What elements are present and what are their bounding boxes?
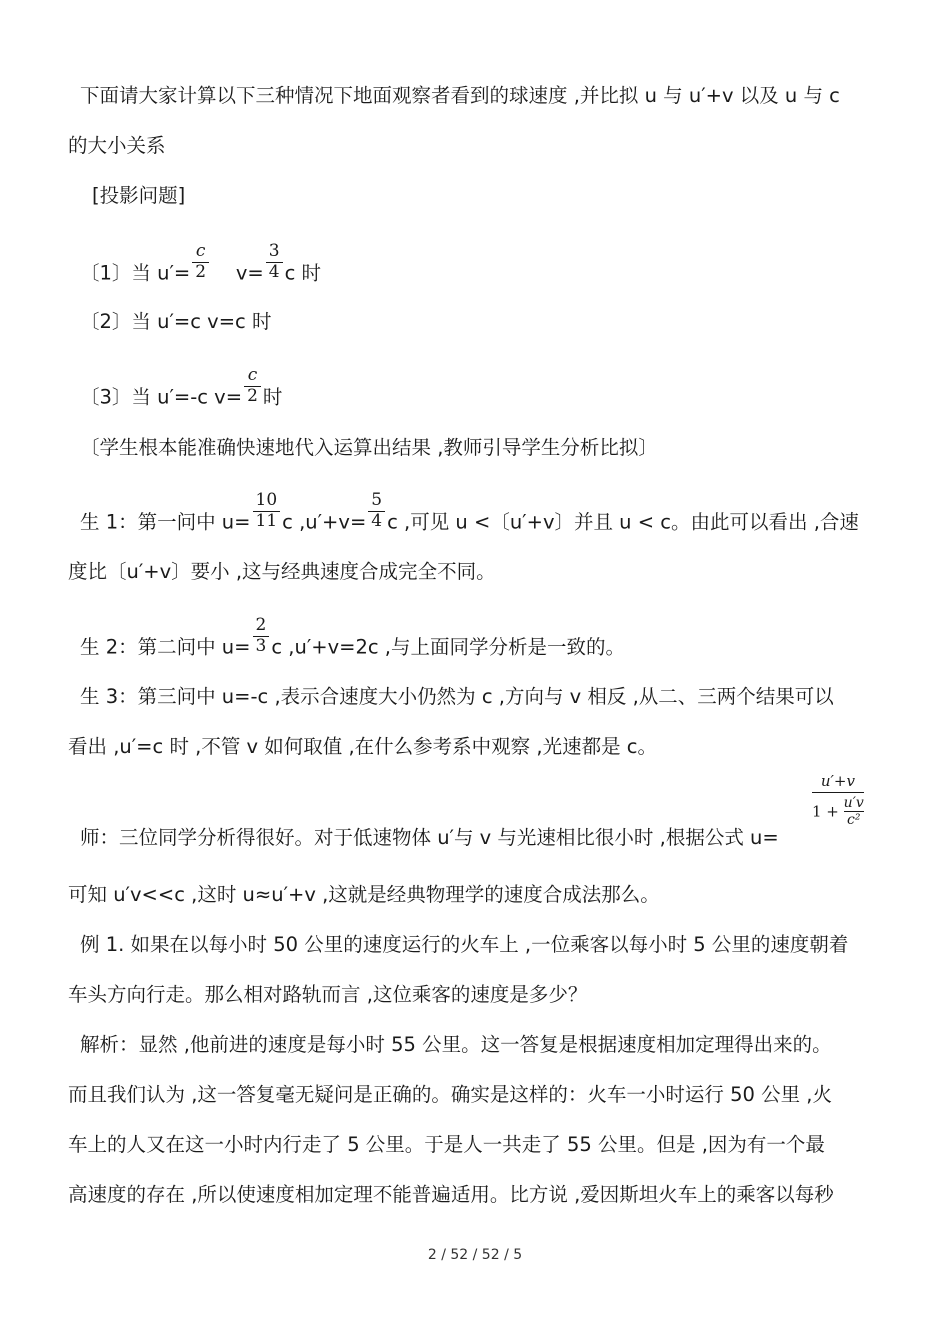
student-3-line-2: 看出 ,u′=c 时 ,不管 v 如何取值 ,在什么参考系中观察 ,光速都是 c。 — [68, 735, 657, 758]
student-3-line-1: 生 3：第三问中 u=-c ,表示合速度大小仍然为 c ,方向与 v 相反 ,从二、三两个结果可以 — [80, 685, 834, 708]
question-1: 〔1〕当 u′= $\frac{c}{2}$ v= $\frac{3}{4}$ c 时 — [80, 241, 321, 285]
fraction-q1-v: $\frac{3}{4}$ — [266, 242, 283, 282]
analysis-line-1: 解析：显然 ,他前进的速度是每小时 55 公里。这一答复是根据速度相加定理得出来的。 — [80, 1033, 832, 1056]
teacher-note: 〔学生根本能准确快速地代入运算出结果 ,教师引导学生分析比拟〕 — [80, 436, 658, 459]
fraction-q3-v: $\frac{c}{2}$ — [244, 366, 261, 406]
fraction-s1-u: $\frac{10}{11}$ — [253, 491, 281, 531]
example-1-line-1: 例 1. 如果在以每小时 50 公里的速度运行的火车上 ,一位乘客以每小时 5 公里的速度朝着 — [80, 933, 849, 956]
student-1-line-1: 生 1：第一问中 u= $\frac{10}{11}$ c ,u′+v= $\frac{5}{4}$ c ,可见 u <〔u′+v〕并且 u < c。由此可以看出 ,合速 — [80, 490, 859, 534]
example-1-line-2: 车头方向行走。那么相对路轨而言 ,这位乘客的速度是多少？ — [68, 983, 588, 1006]
page-number: 2 / 52 / 52 / 5 — [427, 1247, 523, 1263]
analysis-line-2: 而且我们认为 ,这一答复毫无疑问是正确的。确实是这样的：火车一小时运行 50 公里 ,火 — [68, 1083, 833, 1106]
teacher-conclusion: 师：三位同学分析得很好。对于低速物体 u′与 v 与光速相比很小时 ,根据公式 u= — [80, 826, 779, 849]
paragraph-intro: 下面请大家计算以下三种情况下地面观察者看到的球速度 ,并比拟 u 与 u′+v 以及 u 与 c — [80, 84, 840, 107]
projection-heading: [投影问题] — [92, 184, 186, 207]
classical-limit: 可知 u′v<<c ,这时 u≈u′+v ,这就是经典物理学的速度合成法那么。 — [68, 883, 660, 906]
analysis-line-4: 高速度的存在 ,所以使速度相加定理不能普遍适用。比方说 ,爱因斯坦火车上的乘客以每秒 — [68, 1183, 834, 1206]
student-1-line-2: 度比〔u′+v〕要小 ,这与经典速度合成完全不同。 — [68, 560, 496, 583]
fraction-s1-sum: $\frac{5}{4}$ — [368, 491, 385, 531]
fraction-s2-u: $\frac{2}{3}$ — [253, 616, 270, 656]
student-2: 生 2：第二问中 u= $\frac{2}{3}$ c ,u′+v=2c ,与上面同学分析是一致的。 — [80, 615, 625, 659]
analysis-line-3: 车上的人又在这一小时内行走了 5 公里。于是人一共走了 55 公里。但是 ,因为有一个最 — [68, 1133, 825, 1156]
fraction-q1-u: $\frac{c}{2}$ — [192, 242, 209, 282]
question-2: 〔2〕当 u′=c v=c 时 — [80, 310, 272, 333]
paragraph-intro-cont: 的大小关系 — [68, 134, 166, 157]
question-3: 〔3〕当 u′=-c v= $\frac{c}{2}$ 时 — [80, 365, 283, 409]
velocity-formula: u′+v 1 + $\frac{u'v}{\text{c²}}$ — [812, 772, 864, 829]
